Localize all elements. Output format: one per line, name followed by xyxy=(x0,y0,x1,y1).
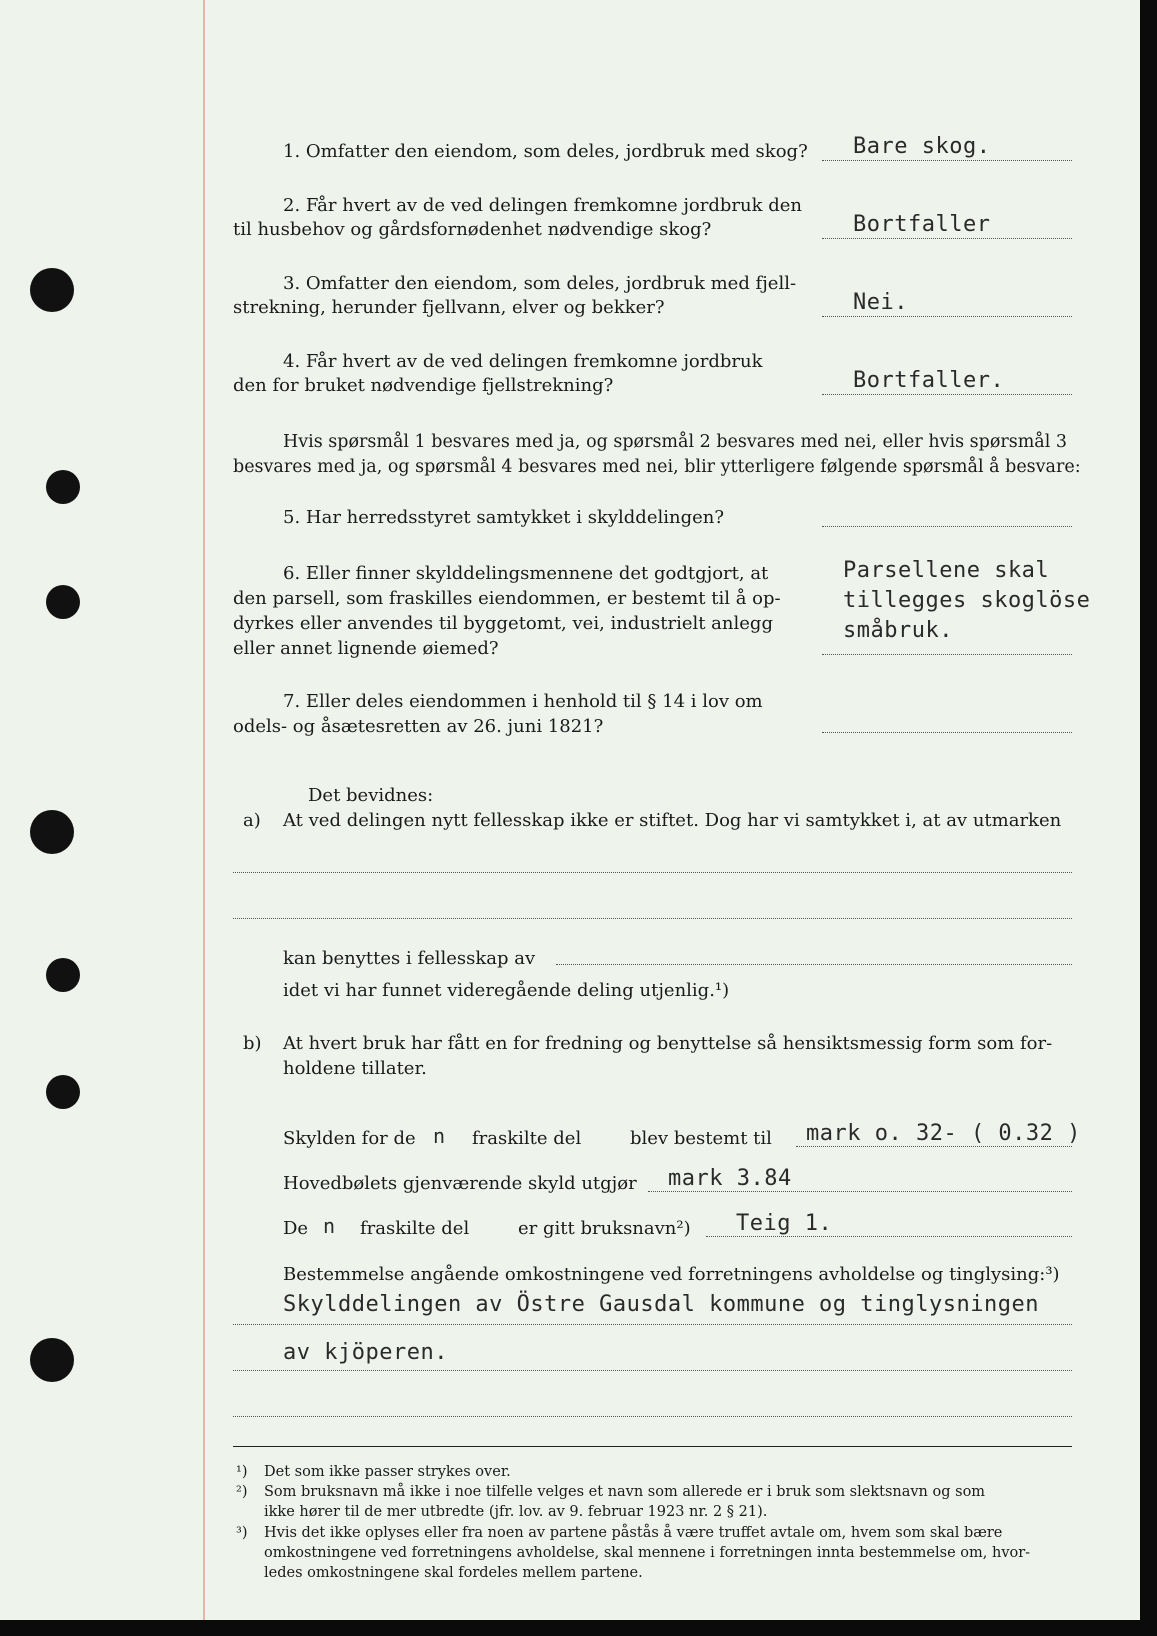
omkostning-line-3 xyxy=(233,1416,1072,1417)
skyld-answer: mark o. 32- ( 0.32 ) xyxy=(806,1121,1081,1146)
footnote-3-line-2: omkostningene ved forretningens avholdelse, skal mennene i forretningen innta bestemmelse om, hvor- xyxy=(264,1545,1031,1561)
question-4-line-1: 4. Får hvert av de ved delingen fremkomne jordbruk xyxy=(283,351,763,372)
skyld-line-3-dots xyxy=(706,1236,1072,1237)
question-7-line-2: odels- og åsætesretten av 26. juni 1821? xyxy=(233,716,604,737)
question-6-line-4: eller annet lignende øiemed? xyxy=(233,638,499,659)
skyld-line-1-fill: n xyxy=(433,1124,446,1148)
question-5-text: 5. Har herredsstyret samtykket i skylddelingen? xyxy=(283,507,724,528)
question-3-line-2: strekning, herunder fjellvann, elver og bekker? xyxy=(233,297,665,318)
skyld-line-3-b: fraskilte del xyxy=(360,1218,470,1239)
punch-hole xyxy=(30,1338,74,1382)
footnote-1-mark: ¹) xyxy=(236,1464,248,1480)
punch-hole xyxy=(46,1075,80,1109)
utmark-line-2 xyxy=(233,918,1072,919)
question-4-line-2: den for bruket nødvendige fjellstrekning? xyxy=(233,375,614,396)
skyld-line-1-a: Skylden for de xyxy=(283,1128,416,1149)
answer-6-line xyxy=(822,654,1072,655)
punch-hole xyxy=(30,810,74,854)
skyld-line-1-c: blev bestemt til xyxy=(630,1128,772,1149)
certify-a-label: a) xyxy=(243,810,261,831)
punch-hole xyxy=(30,268,74,312)
punch-hole xyxy=(46,470,80,504)
question-6-line-1: 6. Eller finner skylddelingsmennene det godtgjort, at xyxy=(283,563,769,584)
footnote-3-line-3: ledes omkostningene skal fordeles mellem partene. xyxy=(264,1565,643,1581)
utmark-line-1 xyxy=(233,872,1072,873)
answer-6-line-1: Parsellene skal xyxy=(843,558,1050,583)
kan-benyttes-text: kan benyttes i fellesskap av xyxy=(283,948,536,969)
punch-hole xyxy=(46,958,80,992)
answer-3-line xyxy=(822,316,1072,317)
certify-b-label: b) xyxy=(243,1033,262,1054)
condition-line-2: besvares med ja, og spørsmål 4 besvares med nei, blir ytterligere følgende spørsmål å besvare: xyxy=(233,457,1081,477)
question-2-line-1: 2. Får hvert av de ved delingen fremkomne jordbruk den xyxy=(283,195,802,216)
omkostning-answer-2: av kjöperen. xyxy=(283,1340,448,1365)
answer-4-line xyxy=(822,394,1072,395)
answer-2: Bortfaller xyxy=(853,212,991,237)
footnote-3-line-1: Hvis det ikke oplyses eller fra noen av partene påstås å være truffet avtale om, hvem som skal bære xyxy=(264,1525,1003,1541)
question-6-line-2: den parsell, som fraskilles eiendommen, er bestemt til å op- xyxy=(233,588,781,609)
idet-text: idet vi har funnet videregående deling utjenlig.¹) xyxy=(283,980,730,1001)
bruksnavn-answer: Teig 1. xyxy=(736,1211,833,1236)
skyld-line-1-b: fraskilte del xyxy=(472,1128,582,1149)
footnote-rule xyxy=(233,1446,1072,1447)
answer-7-line xyxy=(822,732,1072,733)
answer-3: Nei. xyxy=(853,290,908,315)
skyld-line-3-c: er gitt bruksnavn²) xyxy=(518,1218,691,1239)
omkostning-answer-1: Skylddelingen av Östre Gausdal kommune og tinglysningen xyxy=(283,1292,1039,1317)
footnote-1-line-1: Det som ikke passer strykes over. xyxy=(264,1464,511,1480)
footnote-2-line-2: ikke hører til de mer utbredte (jfr. lov. av 9. februar 1923 nr. 2 § 21). xyxy=(264,1504,768,1520)
condition-line-1: Hvis spørsmål 1 besvares med ja, og spørsmål 2 besvares med nei, eller hvis spørsmål 3 xyxy=(283,432,1068,452)
skyld-line-1-dots xyxy=(796,1146,1072,1147)
footnote-2-line-1: Som bruksnavn må ikke i noe tilfelle velges et navn som allerede er i bruk som slektsnavn og som xyxy=(264,1484,986,1500)
skyld-line-2-dots xyxy=(648,1191,1072,1192)
certify-heading: Det bevidnes: xyxy=(308,785,434,806)
skyld-line-3-fill: n xyxy=(323,1214,336,1238)
omkostning-line-2 xyxy=(233,1370,1072,1371)
footnote-3-mark: ³) xyxy=(236,1525,248,1541)
question-6-line-3: dyrkes eller anvendes til byggetomt, vei, industrielt anlegg xyxy=(233,613,773,634)
omkostning-line-1 xyxy=(233,1324,1072,1325)
skyld-line-2-a: Hovedbølets gjenværende skyld utgjør xyxy=(283,1173,637,1194)
omkostning-text: Bestemmelse angående omkostningene ved forretningens avholdelse og tinglysing:³) xyxy=(283,1264,1060,1285)
answer-6-line-3: småbruk. xyxy=(843,618,953,643)
footnote-2-mark: ²) xyxy=(236,1484,248,1500)
answer-1-line xyxy=(822,160,1072,161)
margin-line xyxy=(203,0,205,1620)
question-7-line-1: 7. Eller deles eiendommen i henhold til § 14 i lov om xyxy=(283,691,763,712)
punch-hole xyxy=(46,585,80,619)
certify-b-line-1: At hvert bruk har fått en for fredning og benyttelse så hensiktsmessig form som for- xyxy=(283,1033,1053,1054)
question-1-text: 1. Omfatter den eiendom, som deles, jordbruk med skog? xyxy=(283,141,808,162)
question-2-line-2: til husbehov og gårdsfornødenhet nødvendige skog? xyxy=(233,219,712,240)
answer-1: Bare skog. xyxy=(853,134,991,159)
certify-a-text: At ved delingen nytt fellesskap ikke er stiftet. Dog har vi samtykket i, at av utmarken xyxy=(283,810,1062,831)
answer-2-line xyxy=(822,238,1072,239)
answer-5-line xyxy=(822,526,1072,527)
fellesskap-line xyxy=(556,964,1072,965)
answer-6-line-2: tillegges skoglöse xyxy=(843,588,1091,613)
question-3-line-1: 3. Omfatter den eiendom, som deles, jordbruk med fjell- xyxy=(283,273,797,294)
answer-4: Bortfaller. xyxy=(853,368,1005,393)
skyld-line-3-a: De xyxy=(283,1218,309,1239)
certify-b-line-2: holdene tillater. xyxy=(283,1058,427,1079)
hovedbol-answer: mark 3.84 xyxy=(668,1166,792,1191)
